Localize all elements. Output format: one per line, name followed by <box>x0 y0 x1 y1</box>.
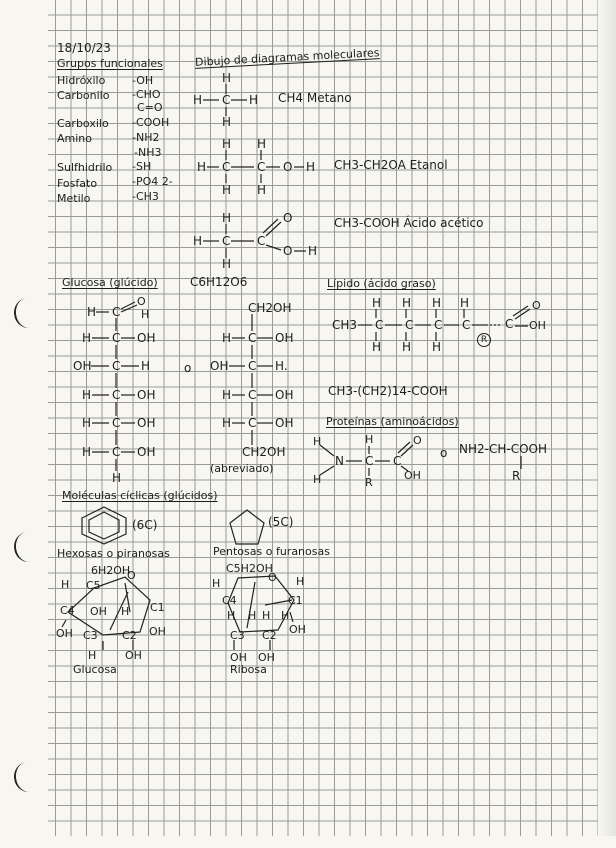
atom-label: H <box>257 137 267 151</box>
atom-label: C <box>248 331 257 345</box>
atom-label: C <box>112 416 121 430</box>
date: 18/10/23 <box>57 41 111 55</box>
group-formula: C=O <box>137 101 163 114</box>
cyclic-title: Moléculas cíclicas (glúcidos) <box>62 489 218 502</box>
atom-label: C2 <box>122 629 137 642</box>
atom-label: C <box>375 318 384 332</box>
group-name: Amino <box>57 132 92 145</box>
atom-label: H <box>82 388 92 402</box>
atom-label: C5 <box>86 579 101 592</box>
or-label: o <box>184 361 192 375</box>
atom-label: H <box>222 257 232 271</box>
five-label: (5C) <box>268 515 294 529</box>
atom-label: C <box>462 318 471 332</box>
atom-label: H <box>248 609 257 622</box>
atom-label: O <box>127 569 136 582</box>
ribose-ring-name: Ribosa <box>230 663 267 676</box>
group-formula: -CHO <box>132 88 161 101</box>
diagrams-title: Dibujo de diagramas moleculares <box>194 46 380 69</box>
ethanol-label: CH3-CH2OA Etanol <box>334 158 448 172</box>
atom-label: C <box>112 388 121 402</box>
atom-label: OH <box>210 359 229 373</box>
atom-label: OH <box>137 388 156 402</box>
atom-label: C <box>365 454 374 468</box>
group-name: Sulfhidrilo <box>57 161 113 174</box>
atom-label: H <box>141 359 151 373</box>
atom-label: H <box>432 340 442 354</box>
atom-label: H <box>313 473 322 486</box>
group-name: Carbonilo <box>57 89 110 102</box>
group-formula: -COOH <box>132 116 170 129</box>
atom-label: OH <box>137 445 156 459</box>
atom-label: H <box>432 296 442 310</box>
atom-label: H <box>87 305 97 319</box>
atom-label: H <box>212 577 221 590</box>
atom-label: O <box>268 571 277 584</box>
atom-label: C <box>257 160 266 174</box>
atom-label: H <box>121 605 130 618</box>
atom-label: C <box>112 359 121 373</box>
atom-label: C1 <box>150 601 165 614</box>
atom-label: H <box>112 471 122 485</box>
atom-label: C1 <box>288 594 303 607</box>
bottom-group: CH2OH <box>242 445 286 459</box>
lipid-formula: CH3-(CH2)14-COOH <box>328 384 448 398</box>
protein-short: NH2-CH-COOH <box>459 442 547 456</box>
pentoses-label: Pentosas o furanosas <box>213 545 330 558</box>
atom-label: O <box>137 295 146 308</box>
atom-label: C <box>112 331 121 345</box>
atom-label: C <box>112 305 121 319</box>
atom-label: O <box>283 211 293 225</box>
atom-label: 6H2OH <box>91 564 131 577</box>
atom-label: H <box>222 416 232 430</box>
atom-label: H <box>222 331 232 345</box>
methane-label: CH4 Metano <box>278 91 352 105</box>
atom-label: H <box>193 234 203 248</box>
atom-label: H <box>197 160 207 174</box>
atom-label: H <box>460 296 470 310</box>
atom-label: H <box>372 296 382 310</box>
glucose-ring-name: Glucosa <box>73 663 117 676</box>
atom-label: OH <box>90 605 107 618</box>
atom-label: C <box>222 160 231 174</box>
atom-label: H <box>306 160 316 174</box>
atom-label: OH <box>258 651 275 664</box>
acetic-label: CH3-COOH Ácido acético <box>334 216 484 230</box>
groups-title: Grupos funcionales <box>57 57 163 70</box>
group-formula: -SH <box>132 160 152 173</box>
atom-label: OH <box>149 625 166 638</box>
atom-label: H <box>61 578 70 591</box>
atom-label: OH <box>529 319 546 332</box>
atom-label: OH <box>230 651 247 664</box>
atom-label: C <box>405 318 414 332</box>
atom-label: C4 <box>222 594 237 607</box>
atom-label: H <box>257 183 267 197</box>
atom-label: OH <box>275 388 294 402</box>
atom-label: O <box>532 299 541 312</box>
atom-label: O <box>283 160 293 174</box>
atom-label: H <box>227 609 236 622</box>
atom-label: C <box>257 234 266 248</box>
atom-label: OH <box>137 416 156 430</box>
atom-label: OH <box>125 649 142 662</box>
atom-label: H <box>222 71 232 85</box>
atom-label: H <box>222 388 232 402</box>
atom-label: H <box>141 308 150 321</box>
atom-label: C <box>112 445 121 459</box>
r-mark: R <box>477 333 491 347</box>
group-formula: -OH <box>132 74 154 87</box>
atom-label: C2 <box>262 629 277 642</box>
top-group: CH2OH <box>248 301 292 315</box>
atom-label: OH <box>404 469 421 482</box>
atom-label: C5H2OH <box>226 562 273 575</box>
group-name: Metilo <box>57 192 91 205</box>
atom-label: H <box>372 340 382 354</box>
atom-label: C <box>248 359 257 373</box>
group-name: Carboxilo <box>57 117 109 130</box>
atom-label: H <box>222 137 232 151</box>
atom-label: H <box>249 93 259 107</box>
atom-label: C <box>222 234 231 248</box>
atom-label: H <box>193 93 203 107</box>
atom-label: H <box>308 244 318 258</box>
atom-label: C3 <box>83 629 98 642</box>
atom-label: H <box>402 296 412 310</box>
atom-label: R <box>365 476 373 489</box>
group-formula: -NH2 <box>132 131 160 144</box>
atom-label: C <box>393 454 402 468</box>
group-name: Hidróxilo <box>57 74 106 87</box>
atom-label: H. <box>275 359 288 373</box>
abbrev-label: (abreviado) <box>210 462 274 475</box>
glucose-formula: C6H12O6 <box>190 275 248 289</box>
group-formula: -CH3 <box>132 190 159 203</box>
atom-label: H <box>88 649 97 662</box>
atom-label: OH <box>289 623 306 636</box>
atom-label: OH <box>275 416 294 430</box>
atom-label: O <box>283 244 293 258</box>
atom-label: H <box>82 331 92 345</box>
hexoses-label: Hexosas o piranosas <box>57 547 170 560</box>
lipid-title: Lípido (ácido graso) <box>327 277 436 290</box>
atom-label: H <box>222 211 232 225</box>
atom-label: C4 <box>60 604 75 617</box>
atom-label: OH <box>73 359 92 373</box>
atom-label: OH <box>56 627 73 640</box>
atom-label: OH <box>275 331 294 345</box>
or-label: o <box>440 446 448 460</box>
atom-label: C <box>434 318 443 332</box>
atom-label: R <box>512 469 521 483</box>
atom-label: C <box>505 317 514 331</box>
glucose-title: Glucosa (glúcido) <box>62 276 158 289</box>
atom-label: O <box>413 434 422 447</box>
atom-label: H <box>222 183 232 197</box>
group-name: Fosfato <box>57 177 98 190</box>
atom-label: H <box>82 416 92 430</box>
atom-label: H <box>313 435 322 448</box>
atom-label: C <box>248 388 257 402</box>
atom-label: H <box>262 609 271 622</box>
atom-label: H <box>402 340 412 354</box>
group-formula: -PO4 2- <box>132 175 173 188</box>
group-formula: -NH3 <box>134 146 162 159</box>
protein-title: Proteínas (aminoácidos) <box>326 415 459 428</box>
six-label: (6C) <box>132 518 158 532</box>
atom-label: OH <box>137 331 156 345</box>
atom-label: H <box>365 433 374 446</box>
atom-label: H <box>222 115 232 129</box>
chain-start: CH3 <box>332 318 358 332</box>
atom-label: C <box>222 93 231 107</box>
atom-label: H <box>281 609 290 622</box>
atom-label: H <box>296 575 305 588</box>
atom-label: C <box>248 416 257 430</box>
atom-label: C3 <box>230 629 245 642</box>
atom-label: H <box>82 445 92 459</box>
atom-label: N <box>335 454 344 468</box>
